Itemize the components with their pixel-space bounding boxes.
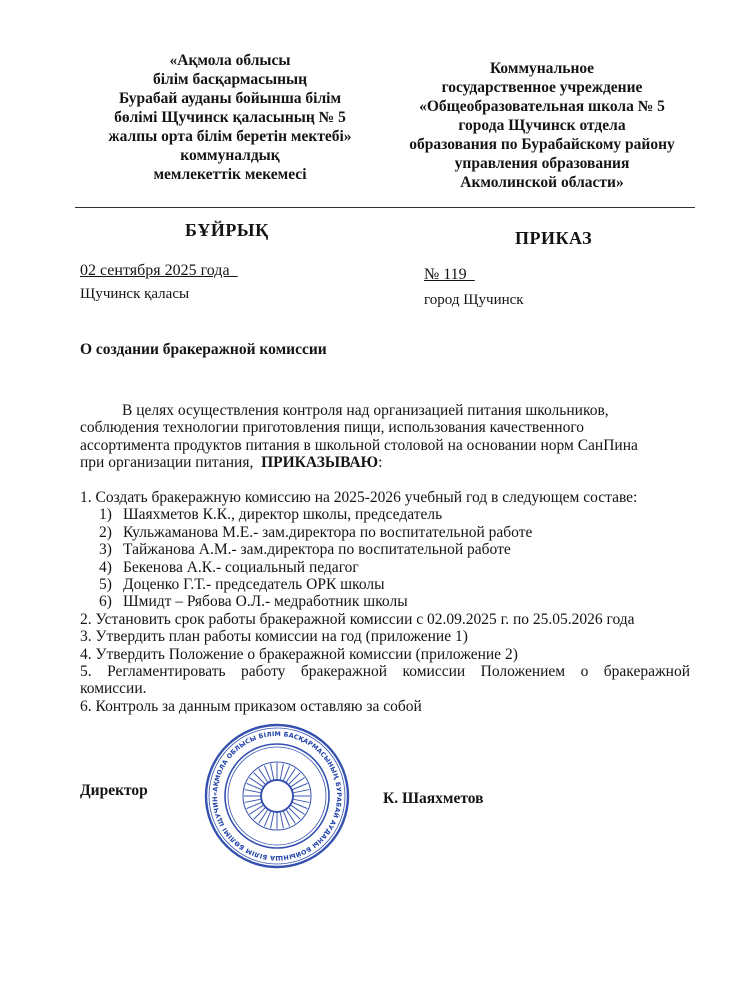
member-text: Шаяхметов К.К., директор школы, председатель xyxy=(123,506,443,524)
header-kz-line: «Ақмола облысы xyxy=(169,52,291,69)
header-divider xyxy=(75,207,695,208)
stamp-ray xyxy=(245,790,261,793)
order-item-4: 4. Утвердить Положение о бракеражной комиссии (приложение 2) xyxy=(80,645,518,663)
header-ru-line: образования по Бурабайскому району xyxy=(409,136,675,153)
order-subject: О создании бракеражной комиссии xyxy=(80,341,327,358)
title-kz: БҰЙРЫҚ xyxy=(185,220,269,240)
header-kz-line: Бурабай ауданы бойынша білім xyxy=(118,90,342,107)
order-number: № 119_ xyxy=(424,266,475,283)
member-text: Тайжанова А.М.- зам.директора по воспитательной работе xyxy=(123,541,511,559)
stamp-ray xyxy=(280,764,283,780)
order-items xyxy=(80,489,690,715)
member-number: 1) xyxy=(99,506,112,524)
header-ru-line: «Общеобразовательная школа № 5 xyxy=(419,98,665,115)
committee-member xyxy=(80,576,690,593)
header-kz-line: коммуналдық xyxy=(180,147,280,164)
stamp-ray xyxy=(245,799,261,802)
header-ru xyxy=(392,59,692,192)
member-text: Доценко Г.Т.- председатель ОРК школы xyxy=(123,576,385,594)
title-ru: ПРИКАЗ xyxy=(515,228,593,248)
header-kz xyxy=(80,51,380,184)
city-kz: Щучинск қаласы xyxy=(80,286,190,302)
preamble-line: ассортимента продуктов питания в школьной столовой на основании норм СанПина xyxy=(80,436,638,454)
preamble-line: соблюдения технологии приготовления пищи, использования качественного xyxy=(80,419,585,437)
member-number: 4) xyxy=(99,558,112,576)
stamp-ray xyxy=(254,773,265,784)
header-ru-line: города Щучинск отдела xyxy=(458,117,626,134)
member-text: Шмидт – Рябова О.Л.- медработник школы xyxy=(123,593,408,611)
member-text: Бекенова А.К.- социальный педагог xyxy=(123,558,359,576)
header-ru-line: государственное учреждение xyxy=(441,79,643,96)
order-date: 02 сентября 2025 года_ xyxy=(80,262,238,279)
signature-name: К. Шаяхметов xyxy=(383,790,484,807)
header-kz-line: бөлімі Щучинск қаласының № 5 xyxy=(114,109,346,126)
header-ru-line: Коммунальное xyxy=(489,60,595,77)
header-ru-line: управления образования xyxy=(454,155,630,172)
city-ru: город Щучинск xyxy=(424,292,524,308)
committee-member xyxy=(80,506,690,523)
stamp-ray xyxy=(289,808,300,819)
header-kz-line: білім басқармасының xyxy=(152,71,308,88)
preamble xyxy=(80,402,688,472)
header-kz-line: мемлекеттік мекемесі xyxy=(153,166,307,183)
stamp-ray xyxy=(254,808,265,819)
header-ru-line: Акмолинской области» xyxy=(460,174,624,191)
order-item-1: 1. Создать бракеражную комиссию на 2025-2026 учебный год в следующем составе: xyxy=(80,489,638,506)
order-item-6: 6. Контроль за данным приказом оставляю за собой xyxy=(80,697,422,715)
stamp-ray xyxy=(289,773,300,784)
order-item-3: 3. Утвердить план работы комиссии на год (приложение 1) xyxy=(80,628,468,646)
stamp-ray xyxy=(294,790,310,793)
order-item-5-cont: комиссии. xyxy=(80,680,147,698)
committee-member xyxy=(80,541,690,558)
order-item-5: 5. Регламентировать работу бракеражной комиссии Положением о бракеражной xyxy=(80,663,690,681)
command-word: ПРИКАЗЫВАЮ xyxy=(261,454,379,472)
committee-member xyxy=(80,524,690,541)
official-stamp xyxy=(203,722,351,870)
member-number: 3) xyxy=(99,541,112,559)
member-number: 2) xyxy=(99,523,112,541)
member-number: 5) xyxy=(99,576,112,594)
stamp-ray xyxy=(271,764,274,780)
committee-member xyxy=(80,593,690,610)
order-item-2: 2. Установить срок работы бракеражной комиссии с 02.09.2025 г. по 25.05.2026 года xyxy=(80,610,635,628)
stamp-graphic xyxy=(203,722,351,870)
preamble-line: В целях осуществления контроля над организацией питания школьников, xyxy=(122,402,609,419)
command-suffix: : xyxy=(378,454,383,472)
signature-label: Директор xyxy=(80,782,148,799)
member-number: 6) xyxy=(99,593,112,611)
stamp-ray xyxy=(280,813,283,829)
preamble-last-text: при организации питания, xyxy=(80,454,254,472)
preamble-line-last xyxy=(80,454,688,471)
stamp-ray xyxy=(271,813,274,829)
committee-member xyxy=(80,559,690,576)
stamp-ray xyxy=(294,799,310,802)
stamp-outer-text: «АҚМОЛА ОБЛЫСЫ БІЛІМ БАСҚАРМАСЫНЫҢ БУРАБАЙ АУДАНЫ БОЙЫНША БІЛІМ БӨЛІМІ ЩУЧИН xyxy=(211,730,343,862)
header-kz-line: жалпы орта білім беретін мектебі» xyxy=(108,128,352,145)
member-text: Кульжаманова М.Е.- зам.директора по воспитательной работе xyxy=(123,523,533,541)
